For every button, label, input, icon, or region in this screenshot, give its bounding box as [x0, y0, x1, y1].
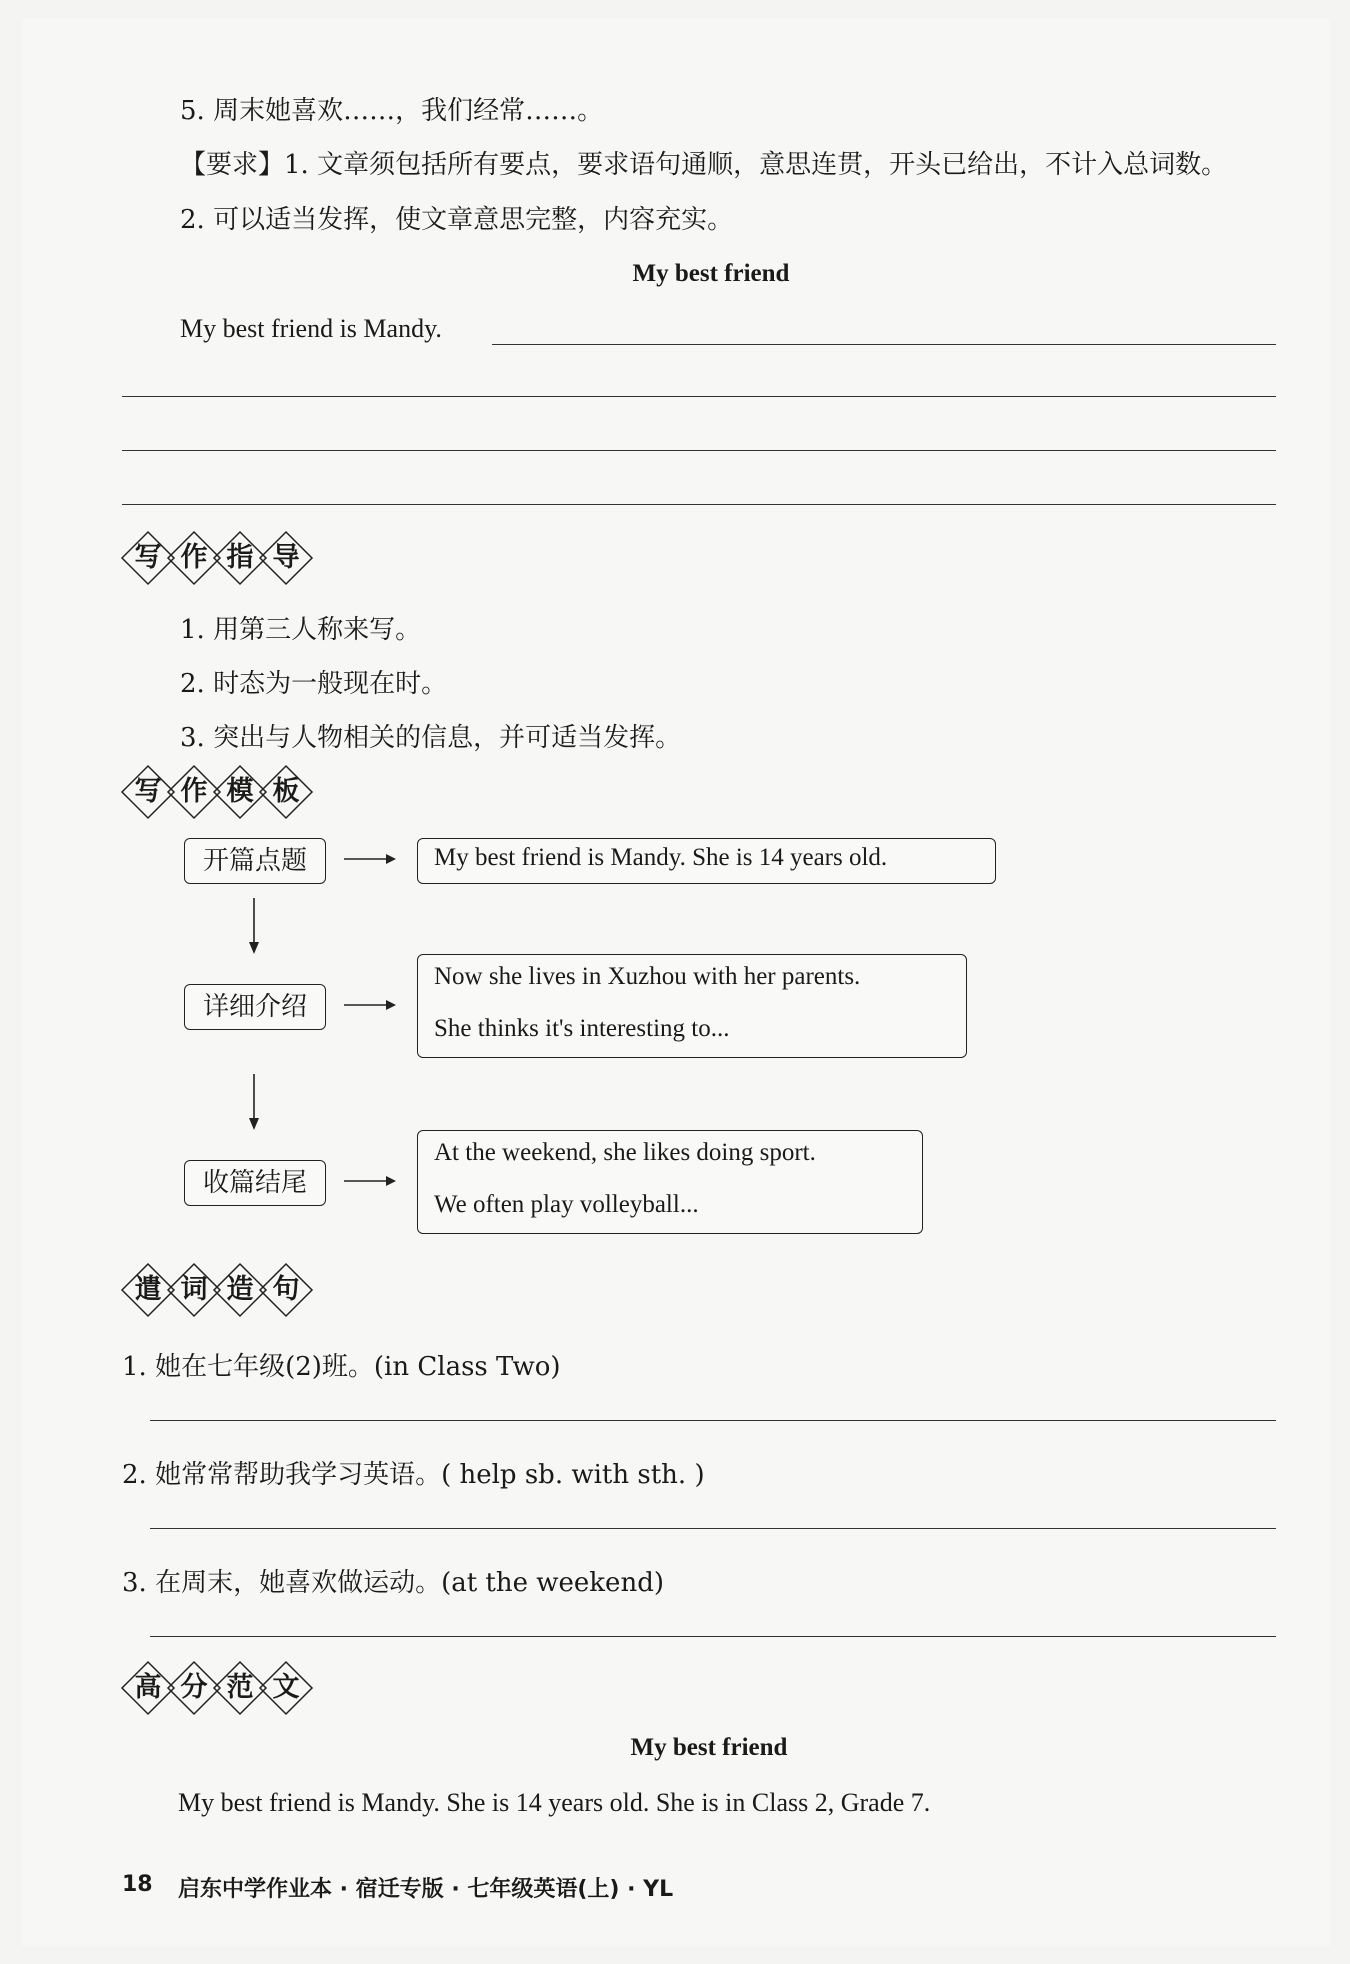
badge-char: 写 [120, 764, 176, 820]
step-content-box [417, 838, 996, 884]
section-badge-guide [120, 530, 340, 586]
essay-title: My best friend [632, 260, 790, 287]
arrow-right-icon [344, 999, 396, 1011]
guide-item: 2. 时态为一般现在时。 [180, 669, 448, 699]
badge-char: 范 [212, 1660, 268, 1716]
step-content-line: We often play volleyball... [434, 1191, 699, 1218]
page-number: 18 [122, 1872, 153, 1897]
writing-line[interactable] [122, 504, 1276, 505]
section-badge-sentences [120, 1262, 340, 1318]
badge-char: 导 [258, 530, 314, 586]
badge-char: 句 [258, 1262, 314, 1318]
step-content-box [417, 1130, 923, 1234]
worksheet-page [22, 18, 1330, 1946]
badge-char: 文 [258, 1660, 314, 1716]
section-badge-model [120, 1660, 340, 1716]
step-content-box [417, 954, 967, 1058]
guide-item: 1. 用第三人称来写。 [180, 615, 422, 645]
badge-char: 造 [212, 1262, 268, 1318]
badge-char: 指 [212, 530, 268, 586]
badge-char: 板 [258, 764, 314, 820]
arrow-down-icon [248, 1074, 260, 1130]
step-content-line: Now she lives in Xuzhou with her parents. [434, 963, 861, 990]
arrow-right-icon [344, 1175, 396, 1187]
badge-char: 作 [166, 530, 222, 586]
requirement-1: 【要求】1. 文章须包括所有要点，要求语句通顺，意思连贯，开头已给出，不计入总词数。 [180, 150, 1228, 180]
answer-line[interactable] [150, 1636, 1276, 1637]
book-title: 启东中学作业本 · 宿迁专版 · 七年级英语(上) · YL [178, 1877, 674, 1902]
badge-char: 写 [120, 530, 176, 586]
arrow-right-icon [344, 853, 396, 865]
requirement-2: 2. 可以适当发挥，使文章意思完整，内容充实。 [180, 205, 734, 235]
sentence-prompt: 2. 她常常帮助我学习英语。( help sb. with sth. ) [122, 1460, 705, 1490]
model-essay-line: My best friend is Mandy. She is 14 years old. She is in Class 2, Grade 7. [178, 1788, 931, 1817]
guide-item: 3. 突出与人物相关的信息，并可适当发挥。 [180, 723, 682, 753]
step-label-box: 开篇点题 [184, 838, 326, 884]
step-content-line: My best friend is Mandy. She is 14 years old. [434, 844, 888, 871]
writing-line[interactable] [492, 344, 1276, 345]
writing-line[interactable] [122, 396, 1276, 397]
model-essay-title: My best friend [630, 1734, 788, 1761]
task-item-5: 5. 周末她喜欢……，我们经常……。 [180, 96, 604, 126]
badge-char: 分 [166, 1660, 222, 1716]
badge-char: 遣 [120, 1262, 176, 1318]
sentence-prompt: 3. 在周末，她喜欢做运动。(at the weekend) [122, 1568, 664, 1598]
arrow-down-icon [248, 898, 260, 954]
section-badge-template [120, 764, 340, 820]
step-label-box: 收篇结尾 [184, 1160, 326, 1206]
badge-char: 模 [212, 764, 268, 820]
essay-start: My best friend is Mandy. [180, 314, 442, 343]
answer-line[interactable] [150, 1420, 1276, 1421]
sentence-prompt: 1. 她在七年级(2)班。(in Class Two) [122, 1352, 561, 1382]
step-content-line: At the weekend, she likes doing sport. [434, 1139, 816, 1166]
badge-char: 作 [166, 764, 222, 820]
answer-line[interactable] [150, 1528, 1276, 1529]
step-content-line: She thinks it's interesting to... [434, 1015, 730, 1042]
step-label-box: 详细介绍 [184, 984, 326, 1030]
writing-line[interactable] [122, 450, 1276, 451]
badge-char: 高 [120, 1660, 176, 1716]
badge-char: 词 [166, 1262, 222, 1318]
